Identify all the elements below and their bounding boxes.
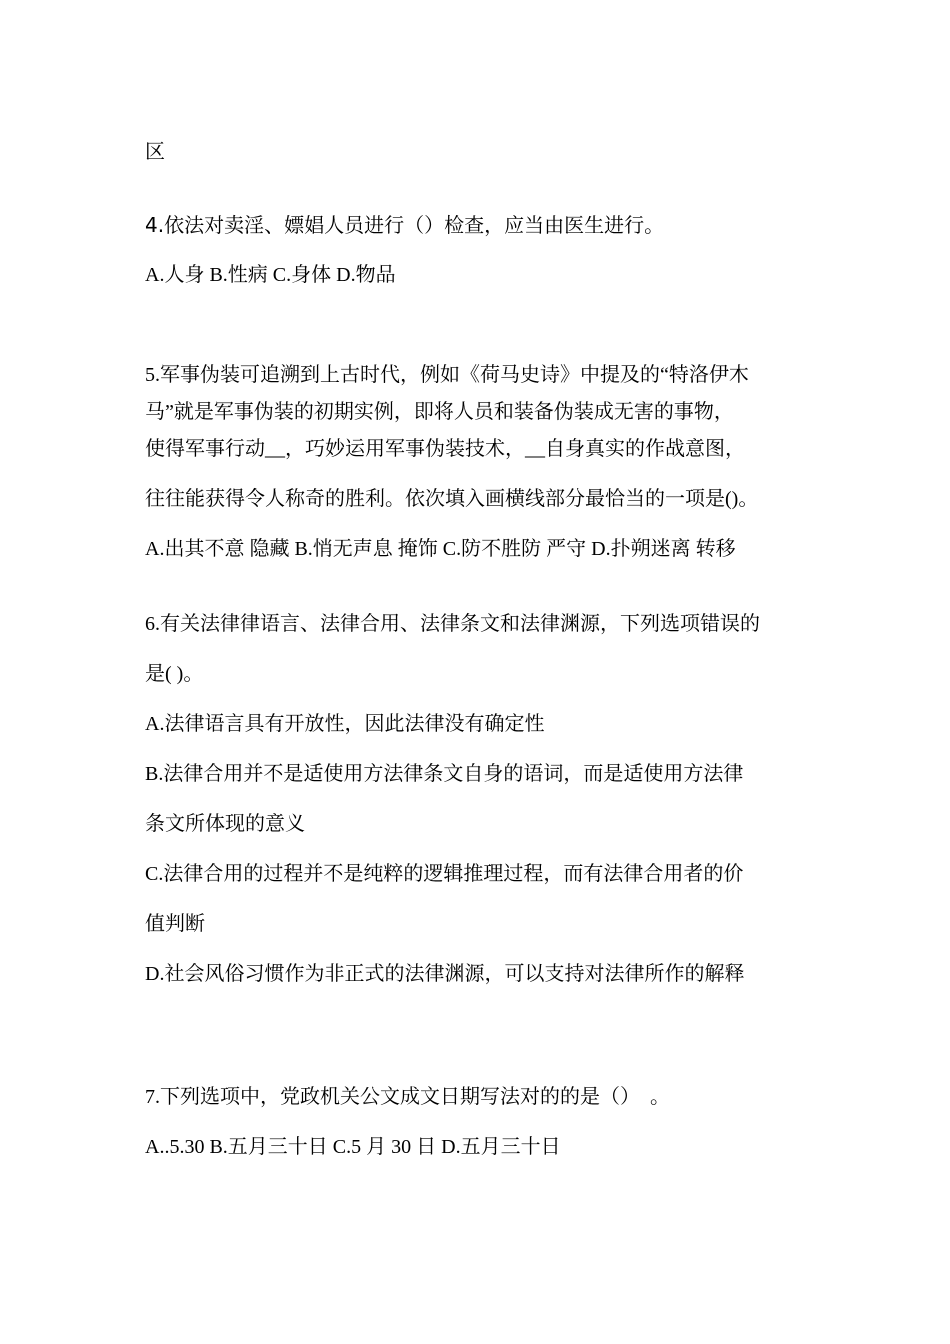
question-5-line: 使得军事行动__，巧妙运用军事伪装技术，__自身真实的作战意图， <box>145 438 745 460</box>
question-5-line: 马”就是军事伪装的初期实例，即将人员和装备伪装成无害的事物， <box>145 401 734 423</box>
question-4-text: 4.依法对卖淫、嫖娼人员进行（）检查，应当由医生进行。 <box>145 213 665 237</box>
question-6-option: C.法律合用的过程并不是纯粹的逻辑推理过程，而有法律合用者的价 <box>145 863 744 885</box>
question-5-line: 5.军事伪装可追溯到上古时代，例如《荷马史诗》中提及的“特洛伊木 <box>145 364 749 386</box>
question-7-text: 7.下列选项中，党政机关公文成文日期写法对的的是（） 。 <box>145 1086 670 1108</box>
question-6-line: 6.有关法律律语言、法律合用、法律条文和法律渊源，下列选项错误的 <box>145 613 760 635</box>
question-5-line: 往往能获得令人称奇的胜利。依次填入画横线部分最恰当的一项是()。 <box>145 488 759 510</box>
question-6-option: 条文所体现的意义 <box>145 813 305 835</box>
question-6-line: 是( )。 <box>145 663 204 685</box>
question-5-options: A.出其不意 隐藏 B.悄无声息 掩饰 C.防不胜防 严守 D.扑朔迷离 转移 <box>145 538 736 560</box>
question-6-option: 值判断 <box>145 913 205 935</box>
question-4-options: A.人身 B.性病 C.身体 D.物品 <box>145 264 396 286</box>
question-6-option: D.社会风俗习惯作为非正式的法律渊源，可以支持对法律所作的解释 <box>145 963 745 985</box>
question-6-option: B.法律合用并不是适使用方法律条文自身的语词，而是适使用方法律 <box>145 763 744 785</box>
text-fragment: 区 <box>145 139 165 163</box>
question-7-options: A..5.30 B.五月三十日 C.5 月 30 日 D.五月三十日 <box>145 1136 561 1158</box>
question-6-option: A.法律语言具有开放性，因此法律没有确定性 <box>145 713 545 735</box>
